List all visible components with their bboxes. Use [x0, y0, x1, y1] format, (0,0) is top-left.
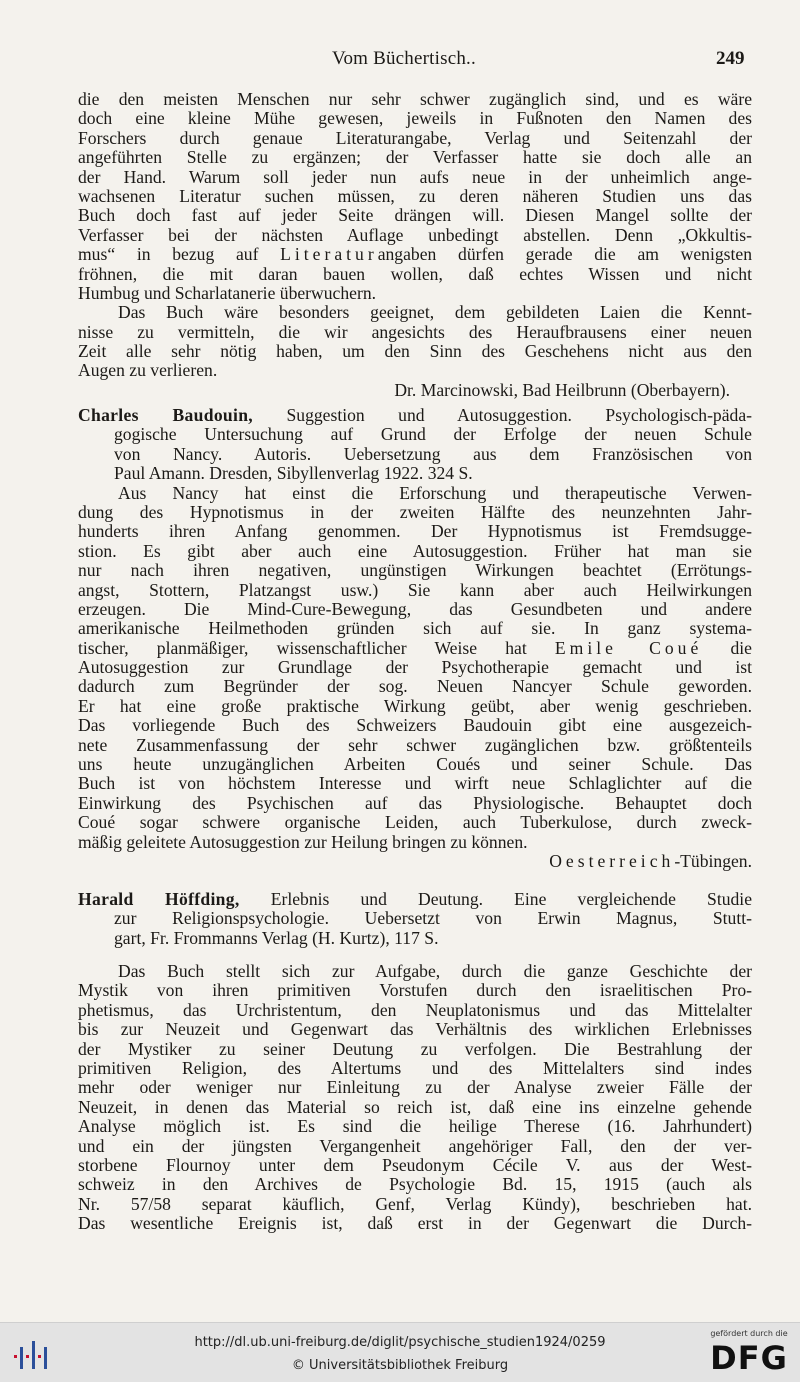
text-line: Autosuggestion zur Grundlage der Psychotherapie gemacht und ist — [78, 657, 752, 678]
text-line: Humbug und Scharlatanerie überwuchern. — [78, 282, 377, 303]
citation-line: Charles Baudouin, Suggestion und Autosuggestion. Psychologisch-päda- — [78, 405, 752, 425]
text-line: mehr oder weniger nur Einleitung zu der Analyse zweier Fälle der — [78, 1077, 752, 1098]
text-line: primitiven Religion, des Altertums und des Mittelalters sind indes — [78, 1057, 752, 1078]
review-baudouin — [78, 406, 752, 871]
citation-line: von Nancy. Autoris. Uebersetzung aus dem Französischen von — [114, 443, 752, 464]
review-continuation — [78, 90, 752, 400]
page-header — [0, 48, 800, 74]
viewer-footer — [0, 1322, 800, 1382]
reviewer-signature: Oesterreich-Tübingen. — [549, 850, 752, 871]
book-author: Harald Höffding, — [78, 889, 240, 909]
reviewer-signature: Dr. Marcinowski, Bad Heilbrunn (Oberbayern). — [394, 379, 730, 400]
citation-line: gart, Fr. Frommanns Verlag (H. Kurtz), 117 S. — [114, 927, 439, 948]
text-line: Das vorliegende Buch des Schweizers Baudouin gibt eine ausgezeich- — [78, 715, 752, 736]
citation-line: Paul Amann. Dresden, Sibyllenverlag 1922. 324 S. — [114, 463, 473, 484]
text-line: der Mystiker zu seiner Deutung zu verfolgen. Die Bestrahlung der — [78, 1038, 752, 1059]
text-line: Nr. 57/58 separat käuflich, Genf, Verlag Kündy), beschrieben hat. — [78, 1193, 752, 1214]
text-line: Coué sogar schwere organische Leiden, auch Tuberkulose, durch zweck- — [78, 812, 752, 833]
text-line: erzeugen. Die Mind-Cure-Bewegung, das Gesundbeten und andere — [78, 598, 752, 619]
text-line: uns heute unzugänglichen Arbeiten Coués und seiner Schule. Das — [78, 754, 752, 775]
text-line: wachsenen Literatur suchen müssen, zu deren näheren Studien uns das — [78, 185, 752, 206]
text-line: und ein der jüngsten Vergangenheit angehöriger Fall, den der ver- — [78, 1135, 752, 1156]
text-line: nete Zusammenfassung der sehr schwer zugänglichen bzw. größtenteils — [78, 734, 752, 755]
text-line: Verfasser bei der nächsten Auflage unbedingt abstellen. Denn „Okkultis- — [78, 224, 752, 245]
text-line: dung des Hypnotismus in der zweiten Hälfte des neunzehnten Jahr- — [78, 501, 752, 522]
running-head: Vom Büchertisch.. — [332, 48, 476, 69]
text-line: Buch ist von höchstem Interesse und wirft neue Schlaglichter auf die — [78, 773, 752, 794]
text-line: nur nach ihren negativen, ungünstigen Wirkungen beachtet (Errötungs- — [78, 560, 752, 581]
text-line: doch eine kleine Mühe gewesen, jeweils in Fußnoten den Namen des — [78, 108, 752, 129]
text-line: fröhnen, die mit daran bauen wollen, daß echtes Wissen und nicht — [78, 263, 752, 284]
text-line: nisse zu vermitteln, die wir angesichts des Heraufbrausens einer neuen — [78, 321, 752, 342]
text-line: Augen zu verlieren. — [78, 360, 218, 381]
text-line: phetismus, das Urchristentum, den Neuplatonismus und das Mittelalter — [78, 999, 752, 1020]
text-line: angeführten Stelle zu ergänzen; der Verfasser hatte sie doch alle an — [78, 147, 752, 168]
text-line: hunderts ihren Anfang genommen. Der Hypnotismus ist Fremdsugge- — [78, 521, 752, 542]
permalink[interactable]: http://dl.ub.uni-freiburg.de/diglit/psychische_studien1924/0259 — [194, 1335, 606, 1350]
text-line: Neuzeit, in denen das Material so reich ist, daß eine ins einzelne gehende — [78, 1096, 752, 1117]
text-line: mäßig geleitete Autosuggestion zur Heilung bringen zu können. — [78, 831, 528, 852]
text-line: mus“ in bezug auf Literaturangaben dürfen gerade die am wenigsten — [78, 244, 752, 265]
text-line: Buch doch fast auf jeder Seite drängen will. Diesen Mangel sollte der — [78, 205, 752, 226]
review-hoeffding-body — [78, 962, 752, 1233]
dfg-logo-text: DFG — [710, 1339, 788, 1377]
text-line: amerikanische Heilmethoden gründen sich auf sie. In ganz systema- — [78, 618, 752, 639]
citation-line: Harald Höffding, Erlebnis und Deutung. Eine vergleichende Studie — [78, 889, 753, 909]
text-line: die den meisten Menschen nur sehr schwer zugänglich sind, und es wäre — [78, 89, 752, 109]
text-line: Das wesentliche Ereignis ist, daß erst in der Gegenwart die Durch- — [78, 1213, 752, 1234]
book-author: Charles Baudouin, — [78, 405, 253, 425]
text-line: der Hand. Warum soll jeder nun aufs neue in der unheimlich ange- — [78, 166, 752, 187]
text-line: storbene Flournoy unter dem Pseudonym Cécile V. aus der West- — [78, 1154, 752, 1175]
text-line: angst, Stottern, Platzangst usw.) Sie kann aber auch Heilwirkungen — [78, 579, 752, 600]
dfg-logo-icon[interactable] — [704, 1329, 794, 1379]
text-line: dadurch zum Begründer der sog. Neuen Nancyer Schule geworden. — [78, 676, 752, 697]
text-line: tischer, planmäßiger, wissenschaftlicher Weise hat Emile Coué die — [78, 637, 752, 658]
copyright-notice: © Universitätsbibliothek Freiburg — [291, 1358, 509, 1373]
text-line: Aus Nancy hat einst die Erforschung und therapeutische Verwen- — [118, 482, 752, 503]
text-line: Analyse möglich ist. Es sind die heilige Therese (16. Jahrhundert) — [78, 1116, 752, 1137]
text-line: Er hat eine große praktische Wirkung geübt, aber wenig geschrieben. — [78, 695, 752, 716]
text-line: Zeit alle sehr nötig haben, um den Sinn des Geschehens nicht aus den — [78, 341, 752, 362]
review-hoeffding-citation — [78, 890, 752, 948]
text-line: Das Buch wäre besonders geeignet, dem gebildeten Laien die Kennt- — [118, 302, 752, 323]
spaced-name: Emile Coué — [554, 637, 703, 658]
page-number: 249 — [716, 48, 745, 69]
text-line: bis zur Neuzeit und Gegenwart das Verhältnis des wirklichen Erlebnisses — [78, 1019, 752, 1040]
dfg-caption: gefördert durch die — [710, 1329, 788, 1338]
citation-line: zur Religionspsychologie. Uebersetzt von Erwin Magnus, Stutt- — [114, 908, 752, 929]
text-line: Mystik von ihren primitiven Vorstufen durch den israelitischen Pro- — [78, 980, 752, 1001]
text-line: Das Buch stellt sich zur Aufgabe, durch die ganze Geschichte der — [118, 961, 752, 981]
text-line: schweiz in den Archives de Psychologie Bd. 15, 1915 (auch als — [78, 1174, 752, 1195]
citation-line: gogische Untersuchung auf Grund der Erfolge der neuen Schule — [114, 424, 752, 445]
spaced-word: Literatur — [280, 244, 378, 265]
text-line: Einwirkung des Psychischen auf das Physiologische. Behauptet doch — [78, 792, 752, 813]
text-line: stion. Es gibt aber auch eine Autosuggestion. Früher hat man sie — [78, 540, 752, 561]
text-line: Forschers durch genaue Literaturangabe, Verlag und Seitenzahl der — [78, 127, 752, 148]
